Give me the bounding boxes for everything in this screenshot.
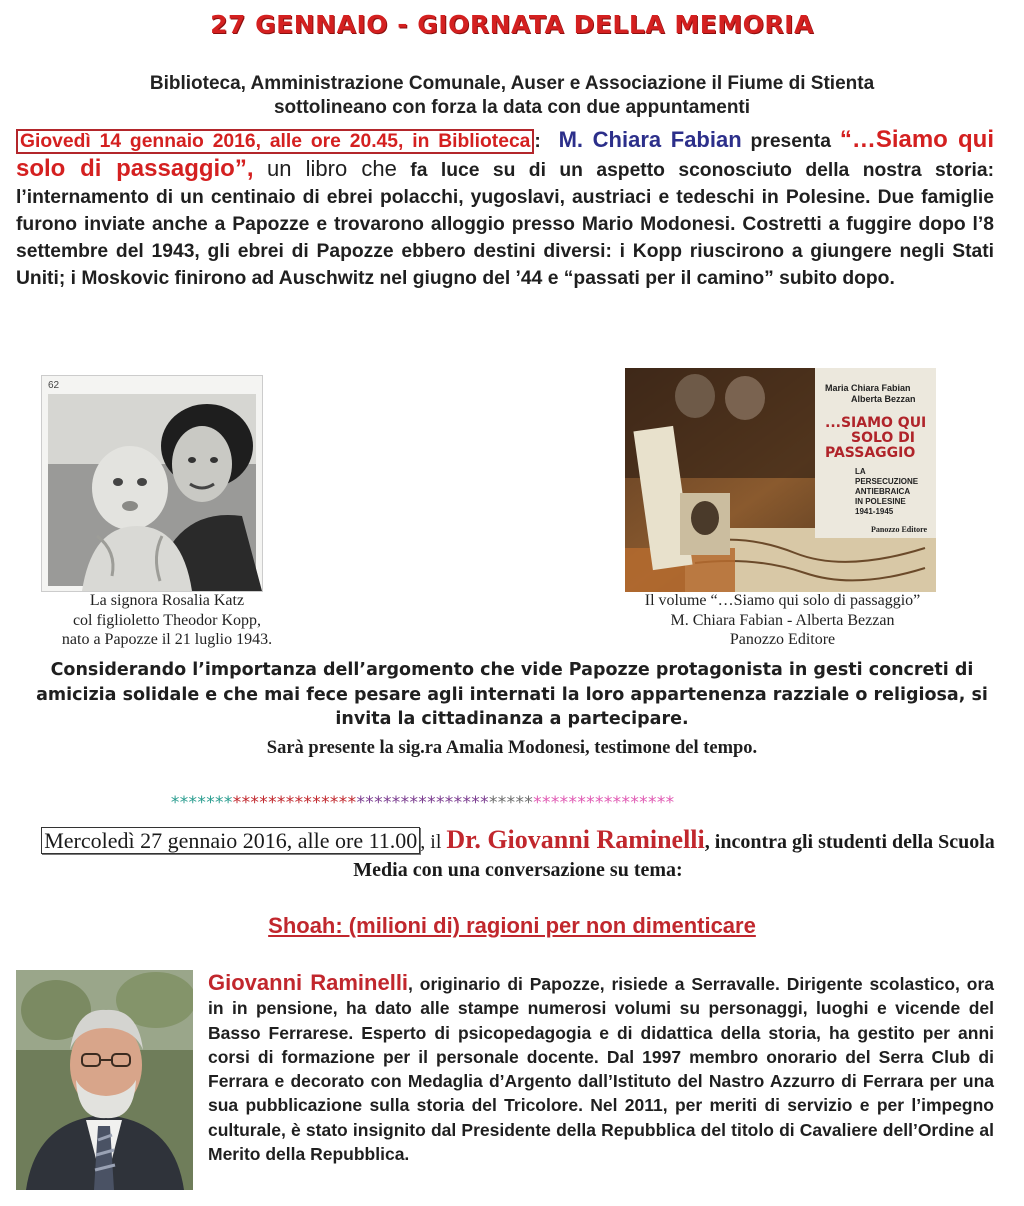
book-cover-art <box>625 368 936 592</box>
cover-author-1: Maria Chiara Fabian <box>825 383 911 393</box>
event2-paragraph <box>38 826 998 884</box>
event2-speaker: Dr. Giovanni Raminelli <box>446 825 705 854</box>
event2-date-box: Mercoledì 27 gennaio 2016, alle ore 11.00 <box>41 827 420 854</box>
mother-child-photo <box>41 375 263 592</box>
book-caption-line: Il volume “…Siamo qui solo di passaggio” <box>644 592 921 609</box>
photo1-caption-line: nato a Papozze il 21 luglio 1943. <box>61 631 273 648</box>
cover-subtitle-line: 1941-1945 <box>855 507 894 516</box>
cover-subtitle-line: LA <box>855 467 866 476</box>
invite-paragraph: Considerando l’importanza dell’argomento che vide Papozze protagonista in gesti concreti di amicizia solidale e che mai fece pesare agli internati la loro appartenenza razziale o religiosa, si invita la cittadinanza a partecipare. <box>36 660 988 729</box>
photo1-caption-line: col figlioletto Theodor Kopp, <box>72 611 262 629</box>
page-title: 27 GENNAIO - GIORNATA DELLA MEMORIA <box>210 10 814 39</box>
bio-name: Giovanni Raminelli <box>208 970 409 995</box>
book-caption-line: Panozzo Editore <box>729 631 836 648</box>
star-segment: ***** <box>488 793 533 813</box>
speaker-portrait <box>16 970 193 1190</box>
photo1-caption-line: La signora Rosalia Katz <box>89 592 245 609</box>
cover-title-line: ...SIAMO QUI <box>825 415 927 431</box>
star-separator <box>170 793 674 813</box>
star-segment: **************** <box>532 793 674 813</box>
event2-il: , il <box>420 831 442 853</box>
cover-subtitle-line: PERSECUZIONE <box>855 477 919 486</box>
cover-author-2: Alberta Bezzan <box>851 394 916 404</box>
speaker-portrait-illustration <box>16 970 193 1190</box>
presence-note: Sarà presente la sig.ra Amalia Modonesi, testimone del tempo. <box>266 738 758 758</box>
event1-presenter: M. Chiara Fabian <box>558 127 742 152</box>
book-caption-line: M. Chiara Fabian - Alberta Bezzan <box>670 611 895 629</box>
event1-colon: : <box>534 131 541 152</box>
photo-page-number: 62 <box>48 380 60 391</box>
event1-date-box: Giovedì 14 gennaio 2016, alle ore 20.45, in Biblioteca <box>16 129 534 154</box>
speaker-bio <box>208 971 994 1166</box>
mother-child-illustration <box>42 376 262 591</box>
cover-subtitle-line: IN POLESINE <box>855 497 906 506</box>
cover-publisher: Panozzo Editore <box>871 525 928 534</box>
event2-topic: Shoah: (milioni di) ragioni per non dimenticare <box>268 913 756 938</box>
event1-presenta: presenta <box>750 131 831 152</box>
star-segment: *************** <box>355 793 489 813</box>
intro-block <box>40 72 984 120</box>
star-segment: ************** <box>231 793 356 813</box>
cover-subtitle-line: ANTIEBRAICA <box>855 487 911 496</box>
intro-line-1: Biblioteca, Amministrazione Comunale, Auser e Associazione il Fiume di Stienta <box>149 73 875 94</box>
cover-title-line: SOLO DI <box>851 430 916 446</box>
bio-text: , originario di Papozze, risiede a Serravalle. Dirigente scolastico, ora in in pensione, ha dato alle stampe numerosi volumi su personaggi, luoghi e vicende del Basso Ferrarese. Esperto di psicopedagogia e di didattica della storia, ha gestito per anni corsi di formazione per il personale docente. Dal 1997 membro onorario del Serra Club di Ferrara e decorato con Medaglia d’Argento dall’Istituto del Nastro Azzurro di Ferrara per una sua pubblicazione sulla storia del Tricolore. Nel 2011, per meriti di servizio e per l’impegno culturale, è stato insignito dal Presidente della Repubblica del titolo di Cavaliere dell’Ordine al Merito della Repubblica. <box>208 974 994 1165</box>
event1-description: fa luce su di un aspetto sconosciuto della nostra storia: l’internamento di un centinaio di ebrei polacchi, yugoslavi, austriaci e tedeschi in Polesine. Due famiglie furono inviate anche a Papozze e trovarono alloggio presso Mario Modonesi. Costretti a fuggire dopo l’8 settembre del 1943, gli ebrei di Papozze ebbero destini diversi: i Kopp riuscirono a giungere negli Stati Uniti; i Moskovic finirono ad Auschwitz nel giugno del ’44 e “passati per il camino” subito dopo. <box>16 160 994 289</box>
cover-title-line: PASSAGGIO <box>825 445 916 461</box>
event1-book-title: “…Siamo qui solo di passaggio”, <box>16 126 995 182</box>
event1-un-libro: un libro che <box>266 156 397 181</box>
event2-rest: , incontra gli studenti della Scuola Media con una conversazione su tema: <box>353 831 995 881</box>
intro-line-2: sottolineano con forza la data con due appuntamenti <box>273 97 751 118</box>
event1-paragraph <box>16 126 994 292</box>
book-caption <box>600 591 965 650</box>
photo1-caption <box>22 591 312 650</box>
star-segment: ******* <box>170 793 232 813</box>
book-cover <box>625 368 936 592</box>
